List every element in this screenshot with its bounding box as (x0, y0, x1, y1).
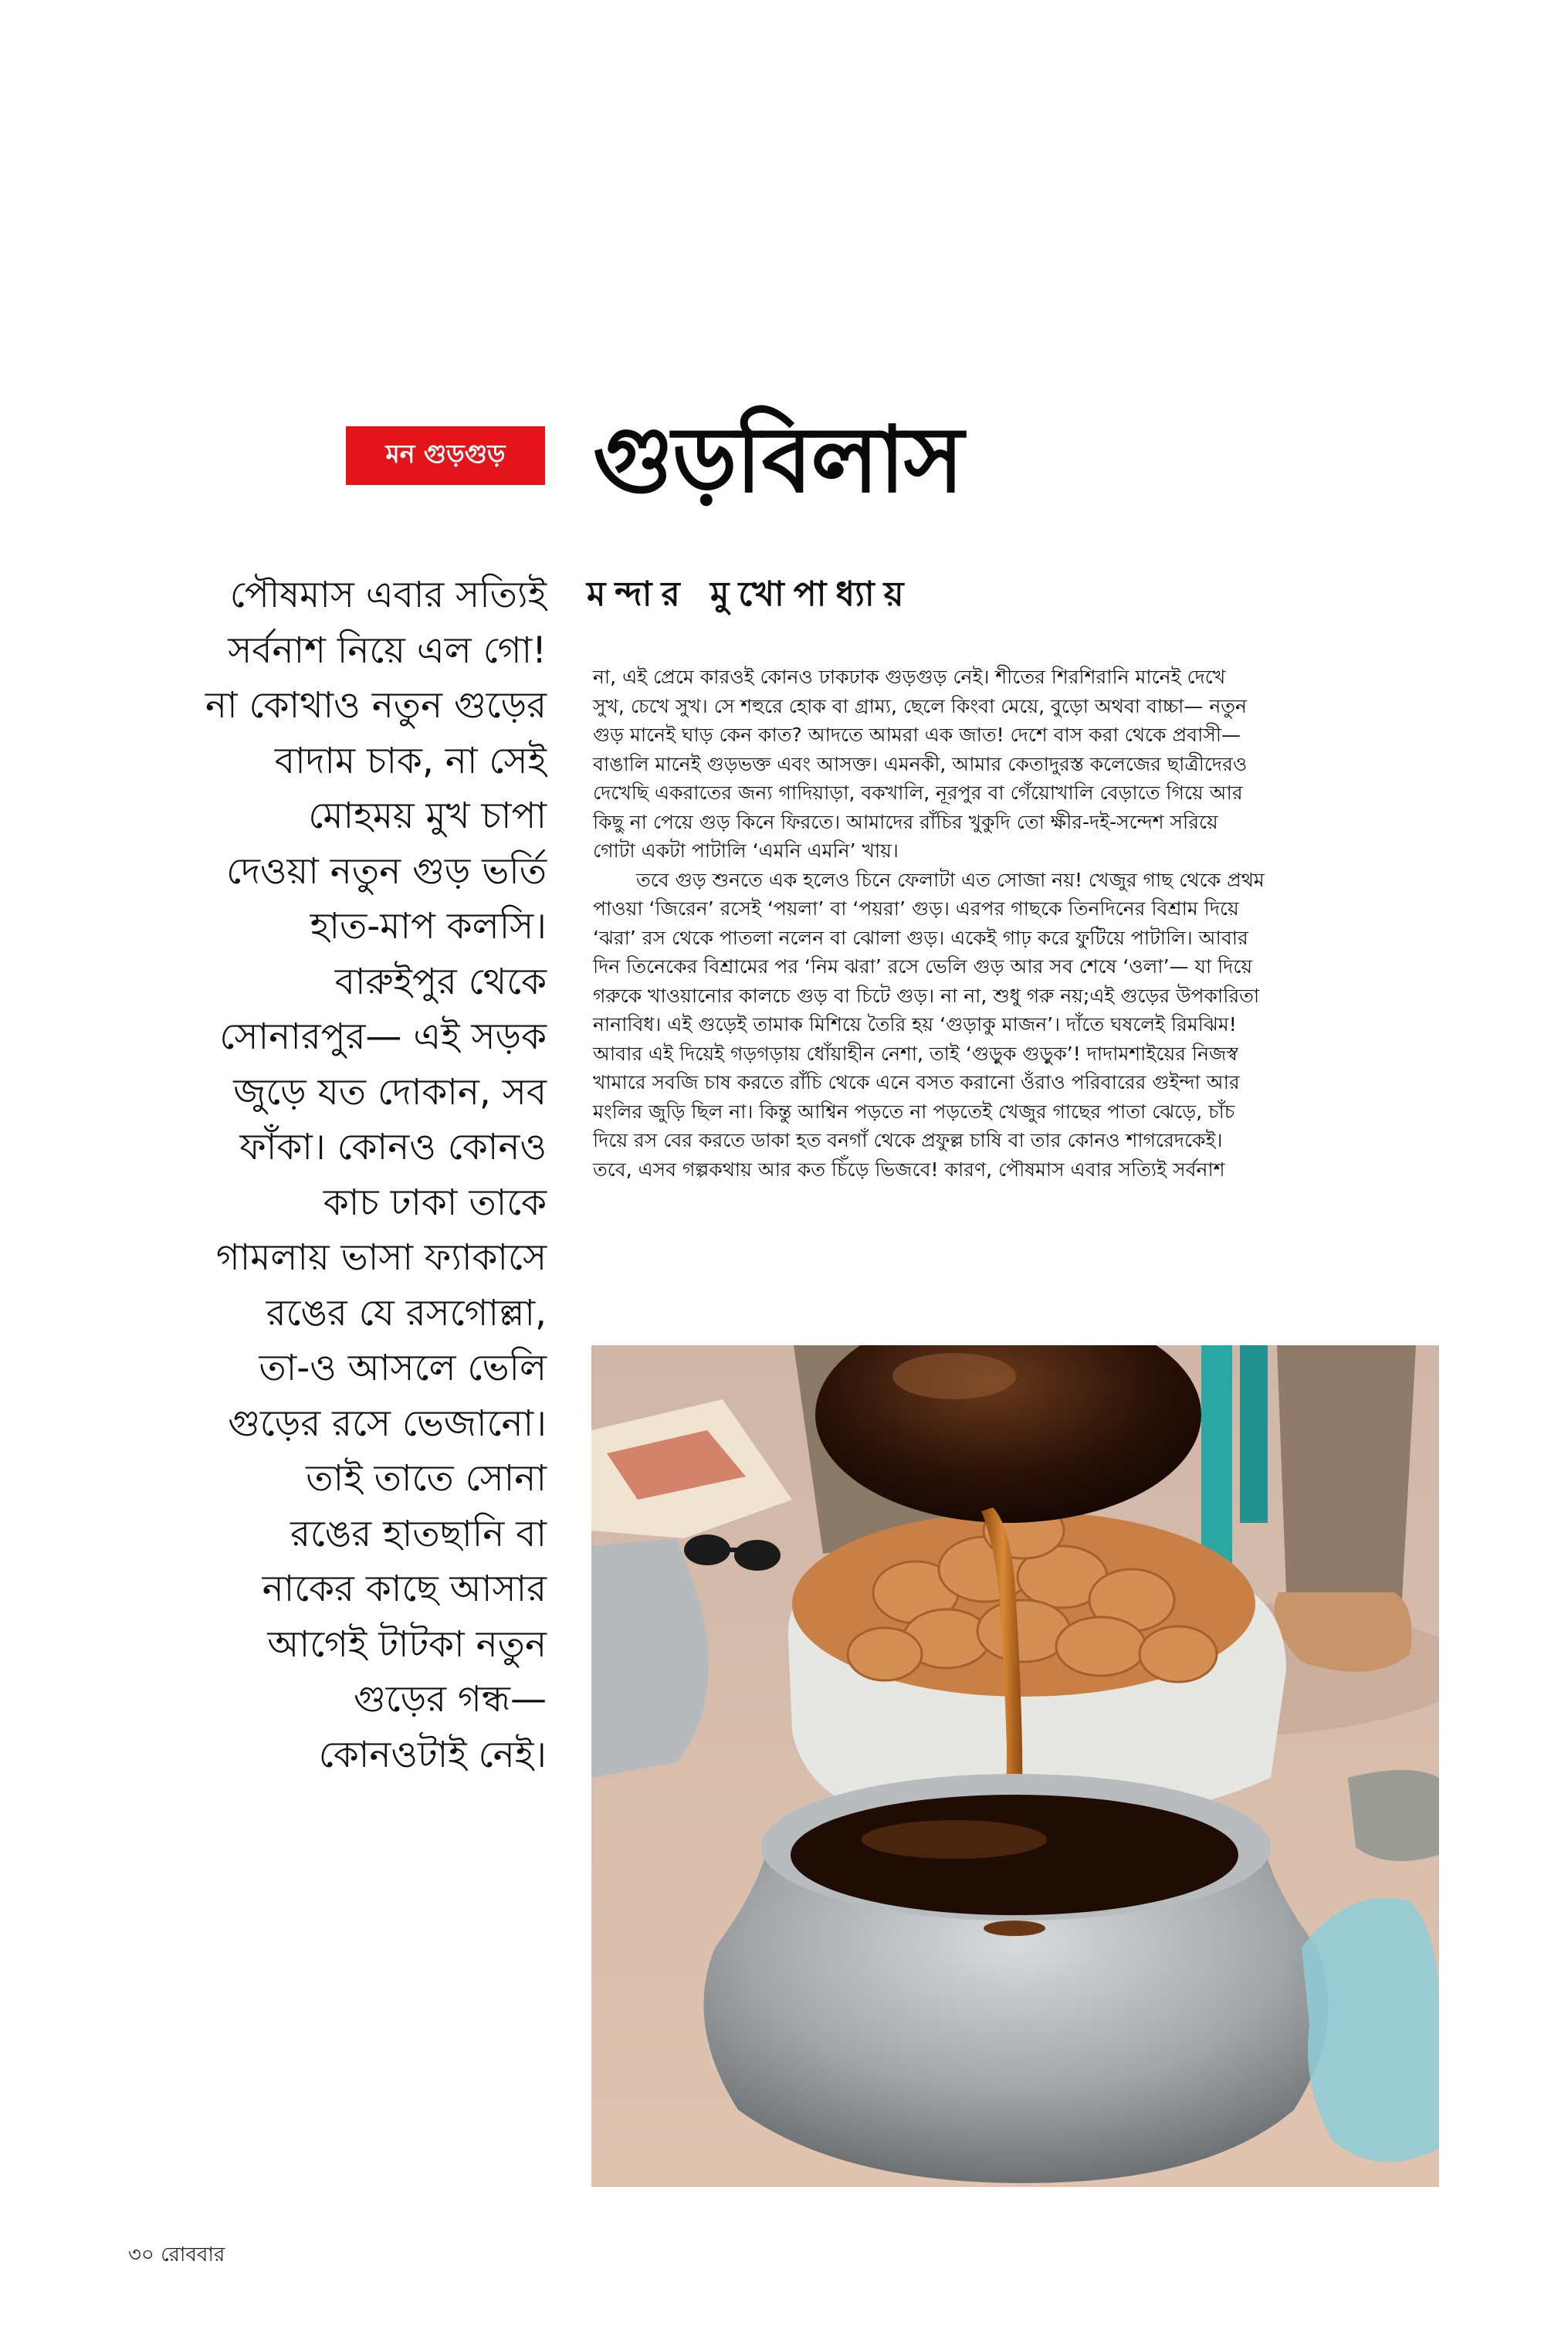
pull-quote-line: রঙের হাতছানি বা (290, 1512, 547, 1555)
pull-quote-line: নাকের কাছে আসার (262, 1568, 547, 1610)
pull-quote-line: হাত-মাপ কলসি। (310, 905, 547, 948)
pull-quote-line: আগেই টাটকা নতুন (267, 1622, 547, 1666)
chair-leg (1240, 1345, 1268, 1523)
body-line: তবে, এসব গল্পকথায় আর কত চিঁড়ে ভিজবে! কারণ, পৌষমাস এবার সত্যিই সর্বনাশ (593, 1158, 1225, 1181)
molasses-photo (591, 1345, 1439, 2187)
pull-quote (139, 568, 547, 1782)
page-folio: ৩০ রোববার (128, 2243, 225, 2267)
pull-quote-line: সোনারপুর— এই সড়ক (219, 1016, 547, 1058)
pot-molasses-shine (862, 1820, 1047, 1859)
pull-quote-line: কাচ ঢাকা তাকে (323, 1181, 547, 1224)
body-line: না, এই প্রেমে কারওই কোনও ঢাকঢাক গুড়গুড় নেই। শীতের শিরশিরানি মানেই দেখে (593, 666, 1226, 688)
pull-quote-line: তা-ও আসলে ভেলি (259, 1347, 547, 1389)
body-line: গরুকে খাওয়ানোর কালচে গুড় বা চিটে গুড়। না না, শুধু গরু নয়;এই গুড়ের উপকারিতা (593, 984, 1260, 1007)
pull-quote-line: দেওয়া নতুন গুড় ভর্তি (226, 849, 547, 893)
pull-quote-line: গুড়ের গন্ধ— (354, 1678, 547, 1721)
body-line: আবার এই দিয়েই গড়গড়ায় ধোঁয়াহীন নেশা, তাই ‘গুড়ুক গুড়ুক’! দাদামশাইয়ের নিজস্ব (593, 1042, 1238, 1065)
pull-quote-line: বারুইপুর থেকে (334, 960, 547, 1003)
body-line: মংলির জুড়ি ছিল না। কিন্তু আশ্বিন পড়তে না পড়তেই খেজুর গাছের পাতা ঝেড়ে, চাঁচ (593, 1100, 1235, 1123)
side-bowl (1348, 1770, 1439, 1861)
bowl-highlight (892, 1353, 1016, 1399)
body-line: সুখ, চেখে সুখ। সে শহুরে হোক বা গ্রাম্য, ছেলে কিংবা মেয়ে, বুড়ো অথবা বাচ্চা— নতুন (593, 694, 1247, 717)
body-line: দেখেছি একরাতের জন্য গাদিয়াড়া, বকখালি, নূরপুর বা গেঁয়োখালি বেড়াতে গিয়ে আর (593, 782, 1243, 804)
pull-quote-line: সর্বনাশ নিয়ে এল গো! (228, 629, 547, 672)
body-line: খামারে সবজি চাষ করতে রাঁচি থেকে এনে বসত করানো ওঁরাও পরিবারের গুইন্দা আর (593, 1071, 1240, 1093)
section-tag: মন গুড়গুড় (346, 426, 545, 485)
pull-quote-line: রঙের যে রসগোল্লা, (266, 1291, 547, 1334)
pull-quote-line: গামলায় ভাসা ফ্যাকাসে (215, 1236, 547, 1279)
pull-quote-line: জুড়ে যত দোকান, সব (233, 1070, 547, 1114)
body-line: কিছু না পেয়ে গুড় কিনে ফিরতে। আমাদের রাঁচির খুকুদি তো ক্ষীর-দই-সন্দেশ সরিয়ে (593, 810, 1218, 833)
body-line: গুড় মানেই ঘাড় কেন কাত? আদতে আমরা এক জাত! দেশে বাস করা থেকে প্রবাসী— (593, 724, 1241, 746)
body-line: তবে গুড় শুনতে এক হলেও চিনে ফেলাটা এত সোজা নয়! খেজুর গাছ থেকে প্রথম (636, 868, 1265, 891)
body-line: দিয়ে রস বের করতে ডাকা হত বনগাঁ থেকে প্রফুল্ল চাষি বা তার কোনও শাগরেদকেই। (593, 1129, 1223, 1151)
pull-quote-line: তাই তাতে সোনা (306, 1457, 547, 1500)
pot-molasses (791, 1795, 1238, 1915)
body-line: ‘ঝরা’ রস থেকে পাতলা নলেন বা ঝোলা গুড়। একেই গাঢ় করে ফুটিয়ে পাটালি। আবার (593, 926, 1248, 949)
person-leg-right (1277, 1345, 1416, 1600)
pull-quote-line: মোহময় মুখ চাপা (308, 795, 547, 837)
body-line: দিন তিনেকের বিশ্রামের পর ‘নিম ঝরা’ রসে ভেলি গুড় আর সব শেষে ‘ওলা’— যা দিয়ে (593, 955, 1253, 978)
pull-quote-line: পৌষমাস এবার সত্যিই (229, 574, 547, 616)
body-line: বাঙালি মানেই গুড়ভক্ত এবং আসক্ত। এমনকী, আমার কেতাদুরস্ত কলেজের ছাত্রীদেরও (593, 752, 1248, 775)
article-body (593, 663, 1434, 1184)
pull-quote-line: গুড়ের রসে ভেজানো। (228, 1402, 547, 1445)
body-line: গোটা একটা পাটালি ‘এমনি এমনি’ খায়। (593, 839, 899, 862)
pull-quote-line: বাদাম চাক, না সেই (274, 739, 547, 782)
pull-quote-line: ফাঁকা। কোনও কোনও (239, 1126, 547, 1168)
author-byline: মন্দার মুখোপাধ্যায় (587, 575, 913, 614)
chair-leg (1201, 1345, 1232, 1577)
body-line: পাওয়া ‘জিরেন’ রসেই ‘পয়লা’ বা ‘পয়রা’ গুড়। এরপর গাছকে তিনদিনের বিশ্রাম দিয়ে (593, 897, 1239, 920)
article-title: গুড়বিলাস (593, 406, 963, 513)
pull-quote-line: না কোথাও নতুন গুড়ের (205, 684, 547, 727)
body-line: নানাবিধ। এই গুড়েই তামাক মিশিয়ে তৈরি হয় ‘গুড়াকু মাজন’। দাঁতে ঘষলেই রিমঝিম! (593, 1013, 1237, 1036)
pull-quote-line: কোনওটাই নেই। (318, 1733, 547, 1776)
syrup-splash (984, 1921, 1045, 1936)
